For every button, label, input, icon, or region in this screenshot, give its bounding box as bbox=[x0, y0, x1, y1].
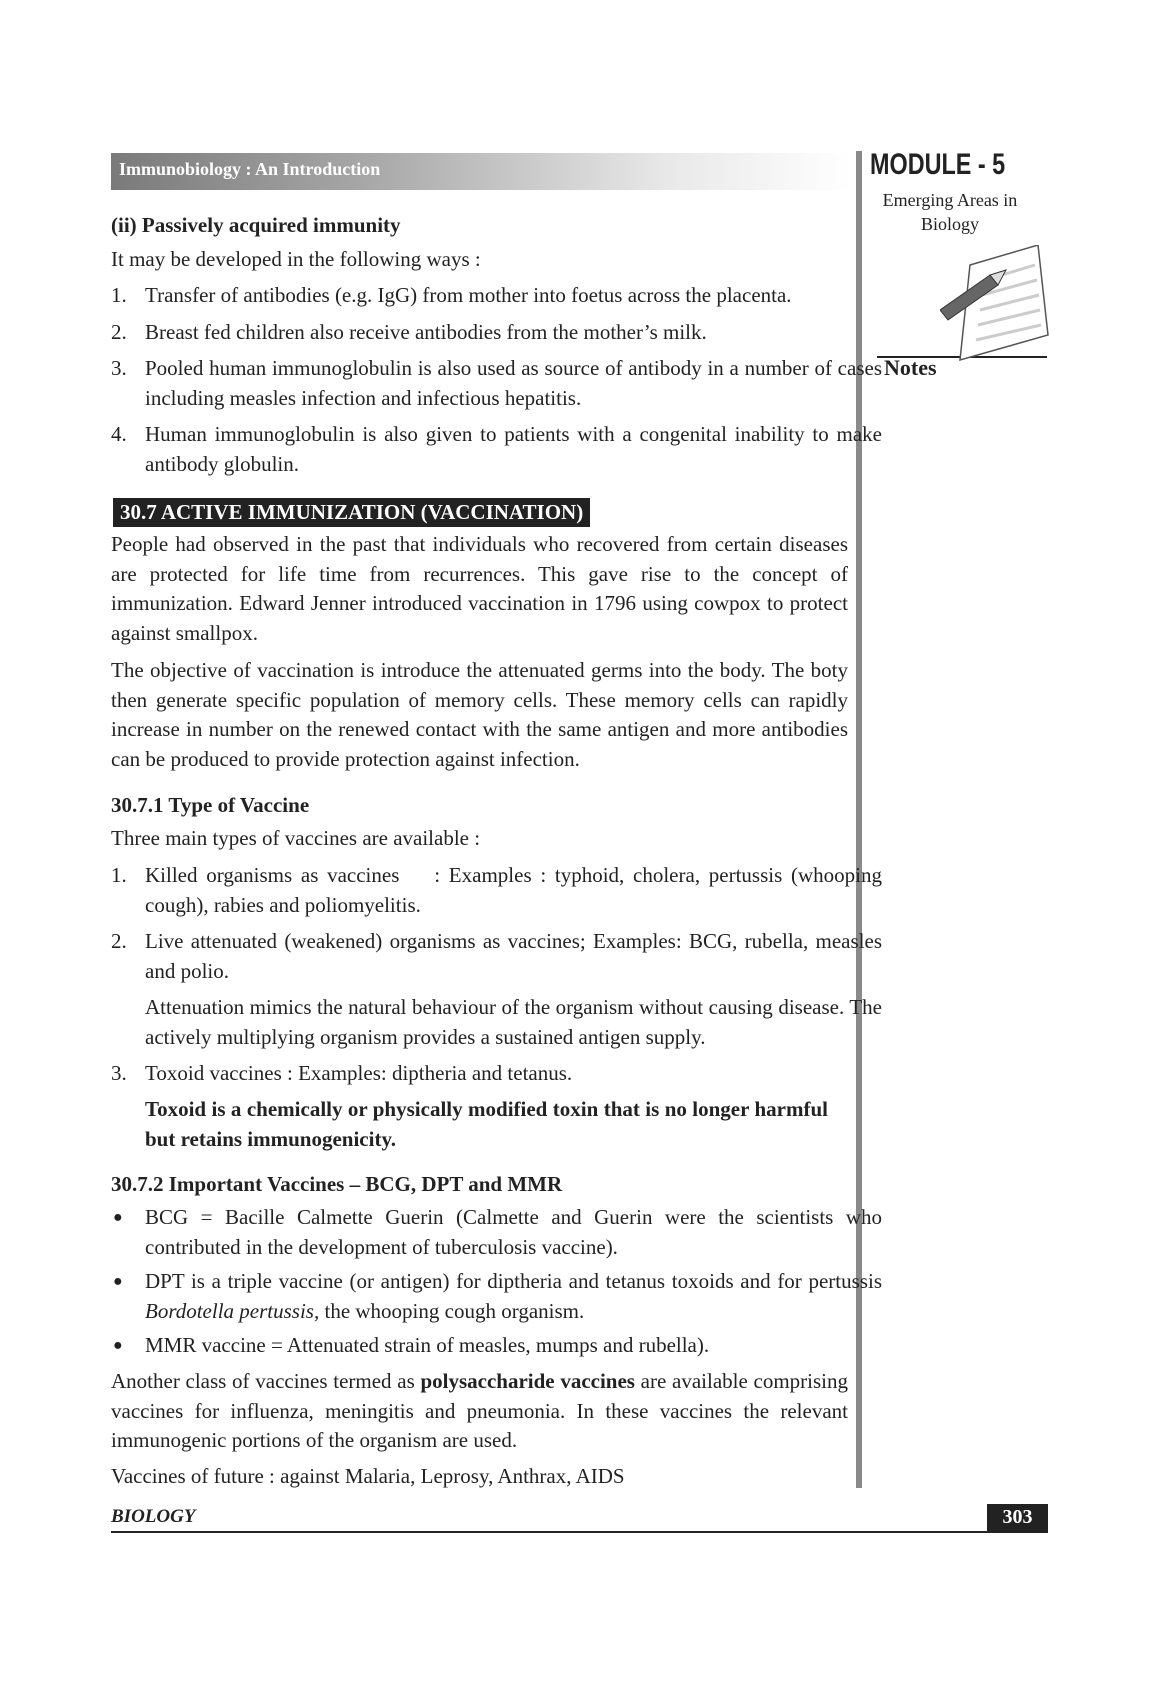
list-item bbox=[111, 1059, 882, 1089]
list-item bbox=[111, 281, 882, 311]
bullet-icon: ● bbox=[113, 1337, 123, 1354]
item-text: Killed organisms as vaccines : Examples : typhoid, cholera, pertussis (whooping cough), rabies and poliomyelitis. bbox=[145, 863, 888, 917]
list-item bbox=[111, 354, 882, 413]
list-item bbox=[111, 861, 888, 920]
paragraph: Three main types of vaccines are available : bbox=[111, 826, 481, 850]
bullet-icon: ● bbox=[113, 1273, 123, 1290]
item-number: 3. bbox=[111, 1061, 127, 1085]
organism-name: Bordotella pertussis, bbox=[145, 1298, 320, 1323]
subsection-heading: 30.7.1 Type of Vaccine bbox=[111, 793, 310, 817]
item-number: 4. bbox=[111, 422, 127, 446]
paragraph: The objective of vaccination is introduce the attenuated germs into the body. The boty then generate specific population of memory cells. These memory cells can rapidly increase in number on the renewed contact with the same antigen and more antibodies can be produced to provide protection against infection. bbox=[111, 658, 848, 772]
item-text: Toxoid vaccines : Examples: diptheria and tetanus. bbox=[145, 1061, 573, 1085]
bullet-item bbox=[111, 1267, 882, 1326]
footer-rule bbox=[111, 1531, 1048, 1533]
item-number: 1. bbox=[111, 863, 127, 887]
item-text: Human immunoglobulin is also given to patients with a congenital inability to make antibody globulin. bbox=[145, 422, 882, 476]
toxoid-definition: Toxoid is a chemically or physically modified toxin that is no longer harmful but retains immunogenicity. bbox=[145, 1097, 828, 1151]
item-text: Transfer of antibodies (e.g. IgG) from mother into foetus across the placenta. bbox=[145, 283, 792, 307]
bullet-text: the whooping cough organism. bbox=[319, 1298, 585, 1323]
notes-label: Notes bbox=[884, 355, 937, 380]
bullet-text: DPT is a triple vaccine (or antigen) for diptheria and tetanus toxoids and for pertussis bbox=[145, 1269, 882, 1293]
bold-term: polysaccharide vaccines bbox=[420, 1369, 635, 1393]
bullet-item bbox=[111, 1203, 882, 1262]
item-number: 1. bbox=[111, 283, 127, 307]
running-header bbox=[111, 153, 851, 190]
item-number: 3. bbox=[111, 356, 127, 380]
paragraph: People had observed in the past that individuals who recovered from certain diseases are protected for life time from recurrences. This gave rise to the concept of immunization. Edward Jenner introduced vaccination in 1796 using cowpox to protect against smallpox. bbox=[111, 532, 848, 646]
bullet-text: BCG = Bacille Calmette Guerin (Calmette and Guerin were the scientists who contributed in the development of tuberculosis vaccine). bbox=[145, 1205, 882, 1259]
paragraph bbox=[111, 1367, 848, 1456]
item-text: Live attenuated (weakened) organisms as vaccines; Examples: BCG, rubella, measles and polio. bbox=[145, 929, 882, 983]
module-label: MODULE - 5 bbox=[870, 148, 1006, 181]
subsection-heading: 30.7.2 Important Vaccines – BCG, DPT and MMR bbox=[111, 1172, 563, 1196]
module-subtitle: Emerging Areas in Biology bbox=[882, 190, 1018, 234]
list-item bbox=[111, 927, 882, 986]
page-number: 303 bbox=[987, 1504, 1048, 1532]
section-heading: (ii) Passively acquired immunity bbox=[111, 213, 401, 237]
list-item bbox=[111, 993, 882, 1052]
chapter-title: Immunobiology : An Introduction bbox=[119, 159, 381, 179]
footer-subject: BIOLOGY bbox=[111, 1506, 196, 1527]
bullet-text: MMR vaccine = Attenuated strain of measles, mumps and rubella). bbox=[145, 1333, 710, 1357]
section-heading-boxed: 30.7 ACTIVE IMMUNIZATION (VACCINATION) bbox=[113, 498, 590, 527]
paragraph: It may be developed in the following ways : bbox=[111, 247, 481, 271]
bullet-icon: ● bbox=[113, 1209, 123, 1226]
item-text: Pooled human immunoglobulin is also used as source of antibody in a number of cases including measles infection and infectious hepatitis. bbox=[145, 356, 882, 410]
paragraph: Vaccines of future : against Malaria, Leprosy, Anthrax, AIDS bbox=[111, 1464, 625, 1488]
notes-pencil-icon bbox=[940, 245, 1050, 365]
text: are available comprising vaccines for influenza, meningitis and pneumonia. In these vaccines the relevant immunogenic portions of the organism are used. bbox=[111, 1369, 848, 1453]
item-number: 2. bbox=[111, 929, 127, 953]
list-item bbox=[111, 318, 882, 348]
text: Another class of vaccines termed as bbox=[111, 1369, 421, 1393]
bullet-item bbox=[111, 1331, 882, 1361]
item-text: Breast fed children also receive antibodies from the mother’s milk. bbox=[145, 320, 707, 344]
item-text: Attenuation mimics the natural behaviour of the organism without causing disease. The actively multiplying organism provides a sustained antigen supply. bbox=[145, 995, 882, 1049]
item-number: 2. bbox=[111, 320, 127, 344]
list-item bbox=[111, 420, 882, 479]
